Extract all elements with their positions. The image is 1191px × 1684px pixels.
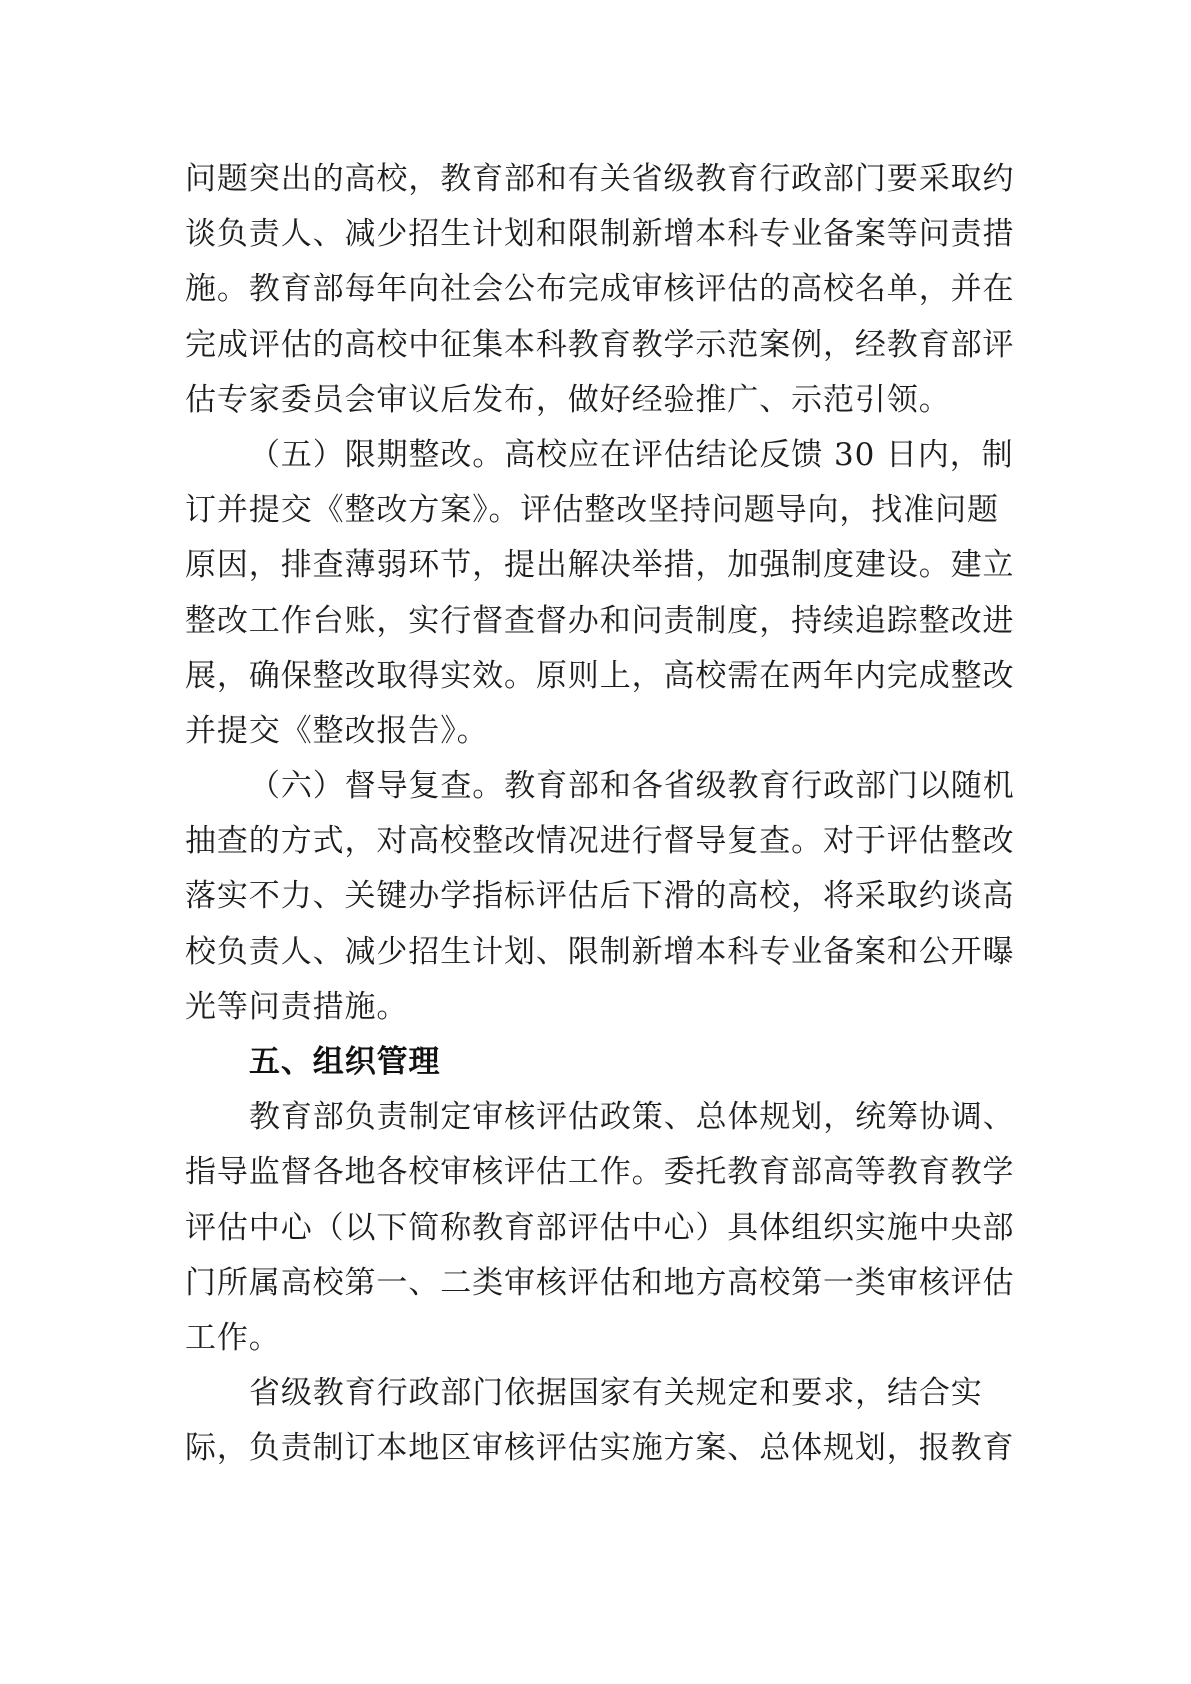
text-line: 施。教育部每年向社会公布完成审核评估的高校名单，并在	[185, 271, 1015, 308]
text-line: 教育部负责制定审核评估政策、总体规划，统筹协调、	[249, 1099, 1015, 1136]
text-line: 工作。	[185, 1319, 281, 1356]
text-line: 完成评估的高校中征集本科教育教学示范案例，经教育部评	[185, 326, 1015, 363]
text-line: 光等问责措施。	[185, 988, 409, 1025]
text-line: 估专家委员会审议后发布，做好经验推广、示范引领。	[185, 381, 951, 418]
text-line: 并提交《整改报告》。	[185, 712, 489, 749]
text-line: 际，负责制订本地区审核评估实施方案、总体规划，报教育	[185, 1430, 1015, 1467]
text-line: 落实不力、关键办学指标评估后下滑的高校，将采取约谈高	[185, 878, 1015, 915]
text-line: 谈负责人、减少招生计划和限制新增本科专业备案等问责措	[185, 216, 1015, 253]
text-line: 抽查的方式，对高校整改情况进行督导复查。对于评估整改	[185, 823, 1015, 860]
text-line: 省级教育行政部门依据国家有关规定和要求，结合实	[249, 1375, 983, 1412]
text-line: 校负责人、减少招生计划、限制新增本科专业备案和公开曝	[185, 933, 1015, 970]
text-line: 门所属高校第一、二类审核评估和地方高校第一类审核评估	[185, 1264, 1015, 1301]
text-line: 订并提交《整改方案》。评估整改坚持问题导向，找准问题	[185, 492, 999, 529]
section-heading: 五、组织管理	[249, 1044, 441, 1080]
text-line: 展，确保整改取得实效。原则上，高校需在两年内完成整改	[185, 657, 1015, 694]
text-line: 问题突出的高校，教育部和有关省级教育行政部门要采取约	[185, 161, 1015, 197]
text-line: （五）限期整改。高校应在评估结论反馈 30 日内，制	[249, 436, 1014, 473]
document-body	[185, 152, 1015, 1477]
text-line: （六）督导复查。教育部和各省级教育行政部门以随机	[249, 768, 1015, 805]
text-line: 整改工作台账，实行督查督办和问责制度，持续追踪整改进	[185, 602, 1015, 639]
text-line: 评估中心（以下简称教育部评估中心）具体组织实施中央部	[185, 1209, 1015, 1246]
text-line: 原因，排查薄弱环节，提出解决举措，加强制度建设。建立	[185, 547, 1015, 584]
text-line: 指导监督各地各校审核评估工作。委托教育部高等教育教学	[185, 1154, 1015, 1191]
